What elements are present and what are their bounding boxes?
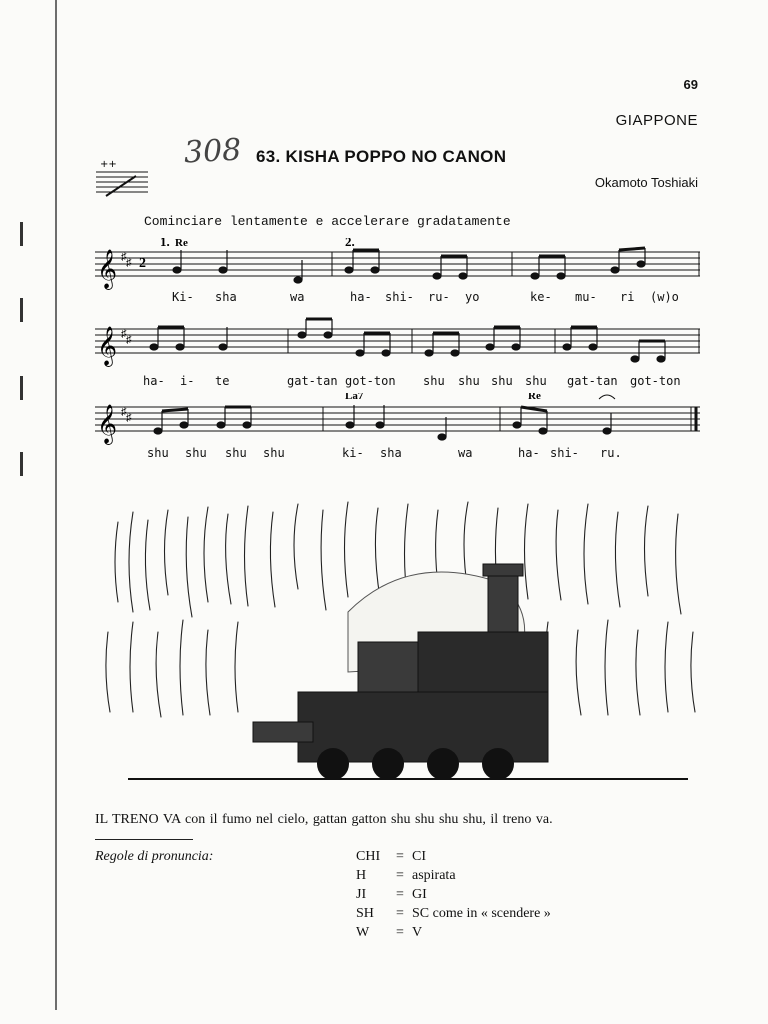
lyric-syllable: ru. [600, 446, 622, 460]
svg-text:♯: ♯ [126, 334, 132, 346]
lyrics-line-2 [0, 374, 768, 390]
rule-equals: = [396, 868, 404, 883]
lyric-syllable: shu [185, 446, 207, 460]
binding-edge-line [55, 0, 57, 1010]
chord-label: Re [175, 238, 188, 249]
lyrics-line-3 [0, 446, 768, 462]
rule-equals: = [396, 887, 404, 902]
svg-text:++: ++ [100, 159, 117, 170]
lyric-syllable: (w)o [650, 290, 679, 304]
lyric-syllable: ru- [428, 290, 450, 304]
lyric-syllable: wa [458, 446, 473, 460]
lyric-syllable: shu [525, 374, 547, 388]
rule-key: JI [356, 887, 367, 902]
rule-value: V [412, 925, 423, 940]
svg-text:♯: ♯ [121, 251, 127, 263]
canon-entry-icon [96, 158, 152, 200]
pronunciation-rule [356, 925, 422, 941]
rule-equals: = [396, 906, 404, 921]
pronunciation-rule [356, 868, 456, 884]
pronunciation-rule [356, 849, 426, 865]
pronunciation-rule [356, 906, 551, 922]
rule-value: aspirata [412, 868, 456, 883]
svg-text:♯: ♯ [126, 257, 132, 269]
volta-1: 1. [160, 238, 170, 249]
rule-key: SH [356, 906, 374, 921]
rule-key: W [356, 925, 370, 940]
lyric-syllable: ri [620, 290, 635, 304]
time-signature: 2 [139, 256, 146, 271]
lyric-syllable: shu [263, 446, 285, 460]
lyrics-line-1 [0, 290, 768, 306]
lyric-syllable: ke- [530, 290, 552, 304]
svg-text:♯: ♯ [121, 328, 127, 340]
lyric-syllable: shu [423, 374, 445, 388]
music-staff-2 [95, 315, 700, 375]
rule-equals: = [396, 849, 404, 864]
lyric-syllable: got-ton [630, 374, 681, 388]
lyric-syllable: shu [491, 374, 513, 388]
lyric-syllable: shi- [550, 446, 579, 460]
lyric-syllable: i- [180, 374, 195, 388]
handwritten-number: 308 [183, 132, 243, 171]
svg-text:♯: ♯ [126, 412, 132, 424]
pronunciation-rule [356, 887, 427, 903]
lyric-syllable: mu- [575, 290, 597, 304]
illustration-caption: IL TRENO VA con il fumo nel cielo, gattan gatton shu shu shu shu, il treno va. [95, 812, 553, 827]
page-number: 69 [683, 77, 698, 92]
lyric-syllable: gat-tan [287, 374, 338, 388]
chord-label: La7 [345, 393, 364, 402]
lyric-syllable: sha [380, 446, 402, 460]
rule-key: H [356, 868, 367, 883]
rule-equals: = [396, 925, 404, 940]
lyric-syllable: wa [290, 290, 305, 304]
lyric-syllable: te [215, 374, 230, 388]
lyric-syllable: shu [225, 446, 247, 460]
rule-key: CHI [356, 849, 381, 864]
composer-name: Okamoto Toshiaki [594, 175, 698, 190]
volta-2: 2. [345, 238, 355, 249]
svg-text:𝄞: 𝄞 [97, 326, 118, 366]
tempo-marking: Cominciare lentamente e accelerare gradatamente [144, 214, 511, 229]
lyric-syllable: shu [147, 446, 169, 460]
binding-mark [20, 222, 23, 246]
lyric-syllable: ha- [518, 446, 540, 460]
separator-rule [95, 839, 193, 840]
chord-label: Re [528, 393, 541, 402]
music-staff-1 [95, 238, 700, 298]
song-title: 63. KISHA POPPO NO CANON [256, 147, 507, 166]
svg-text:𝄞: 𝄞 [97, 404, 118, 444]
pronunciation-rules-label: Regole di pronuncia: [95, 849, 214, 864]
svg-text:𝄞: 𝄞 [97, 249, 118, 289]
lyric-syllable: ha- [143, 374, 165, 388]
lyric-syllable: sha [215, 290, 237, 304]
lyric-syllable: ha- [350, 290, 372, 304]
lyric-syllable: ki- [342, 446, 364, 460]
lyric-syllable: gat-tan [567, 374, 618, 388]
lyric-syllable: shu [458, 374, 480, 388]
country-heading: GIAPPONE [615, 112, 698, 129]
music-staff-3 [95, 393, 700, 453]
rule-value: SC come in « scendere » [412, 906, 551, 921]
lyric-syllable: yo [465, 290, 480, 304]
lyric-syllable: got-ton [345, 374, 396, 388]
svg-text:♯: ♯ [121, 406, 127, 418]
steam-train-illustration [88, 492, 703, 792]
lyric-syllable: shi- [385, 290, 414, 304]
lyric-syllable: Ki- [172, 290, 194, 304]
rule-value: GI [412, 887, 427, 902]
rule-value: CI [412, 849, 426, 864]
